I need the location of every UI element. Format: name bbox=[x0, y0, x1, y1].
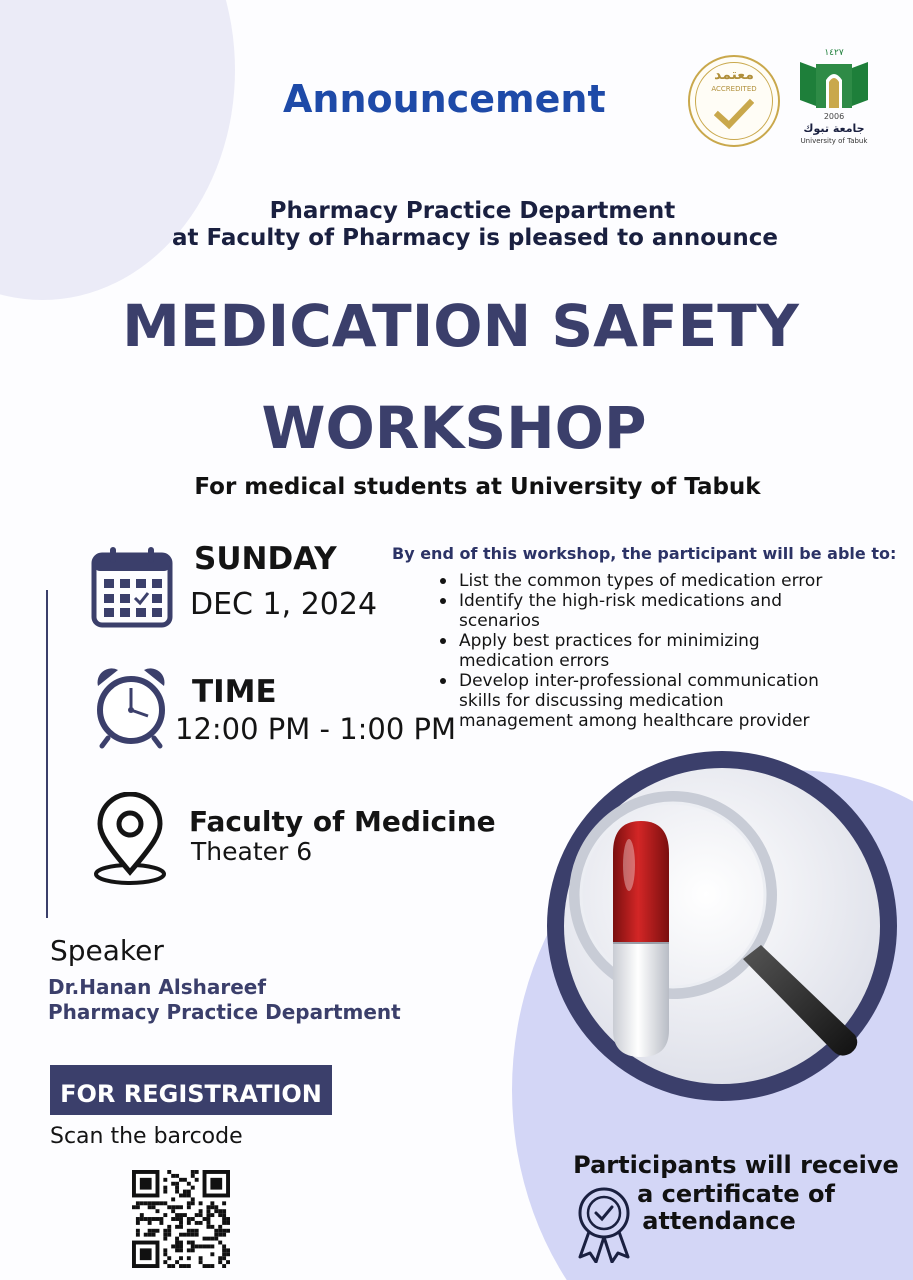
magnifier-svg bbox=[525, 745, 913, 1105]
map-pin-icon bbox=[92, 792, 168, 886]
intro-line-2: at Faculty of Pharmacy is pleased to announce bbox=[172, 225, 778, 251]
speaker-label: Speaker bbox=[50, 934, 164, 967]
objective-item: Apply best practices for minimizing medication errors bbox=[459, 631, 899, 671]
university-gate-icon bbox=[798, 58, 870, 110]
audience-line: For medical students at University of Tabuk bbox=[194, 474, 761, 500]
qr-code-icon[interactable] bbox=[132, 1170, 230, 1268]
location-room: Theater 6 bbox=[191, 837, 313, 866]
speaker-name: Dr.Hanan Alshareef bbox=[48, 975, 267, 999]
university-logo-year: 2006 bbox=[823, 112, 845, 121]
workshop-title-line-2: WORKSHOP bbox=[261, 394, 647, 462]
accredited-english-text: ACCREDITED bbox=[711, 85, 757, 93]
university-logo-arabic: جامعة تبوك bbox=[803, 122, 865, 135]
certificate-line-2: a certificate of bbox=[637, 1180, 835, 1208]
background-blob-top-left bbox=[0, 0, 235, 300]
registration-instruction: Scan the barcode bbox=[50, 1124, 243, 1149]
registration-label-box: FOR REGISTRATION bbox=[50, 1065, 332, 1115]
location-name: Faculty of Medicine bbox=[189, 805, 496, 838]
calendar-icon bbox=[90, 545, 174, 629]
university-of-tabuk-logo bbox=[794, 50, 874, 150]
announcement-heading: Announcement bbox=[283, 77, 606, 121]
objective-item: Develop inter-professional communication skills for discussing medication management among healthcare provider bbox=[459, 671, 899, 731]
objectives-heading: By end of this workshop, the participant will be able to: bbox=[392, 544, 897, 563]
vertical-divider bbox=[46, 590, 48, 918]
time-value: 12:00 PM - 1:00 PM bbox=[175, 712, 457, 746]
objective-item: List the common types of medication error bbox=[459, 571, 899, 591]
workshop-title-line-1: MEDICATION SAFETY bbox=[122, 292, 799, 360]
speaker-department: Pharmacy Practice Department bbox=[48, 1000, 401, 1024]
objectives-list bbox=[437, 571, 899, 731]
time-label: TIME bbox=[192, 674, 277, 710]
university-logo-hijri-year: ١٤٢٧ bbox=[824, 48, 844, 58]
magnifying-glass-pill-icon bbox=[525, 745, 913, 1105]
certificate-line-3: attendance bbox=[642, 1207, 796, 1235]
date-value: DEC 1, 2024 bbox=[190, 587, 378, 622]
intro-line-1: Pharmacy Practice Department bbox=[269, 198, 676, 224]
accredited-arabic-text: معتمد bbox=[714, 67, 754, 83]
university-logo-english: University of Tabuk bbox=[800, 137, 868, 145]
checkmark-icon bbox=[714, 97, 754, 131]
certificate-line-1: Participants will receive bbox=[573, 1151, 899, 1179]
alarm-clock-icon bbox=[92, 666, 170, 750]
objective-item: Identify the high-risk medications and scenarios bbox=[459, 591, 899, 631]
accredited-seal-logo bbox=[688, 55, 780, 147]
date-day: SUNDAY bbox=[194, 541, 337, 577]
